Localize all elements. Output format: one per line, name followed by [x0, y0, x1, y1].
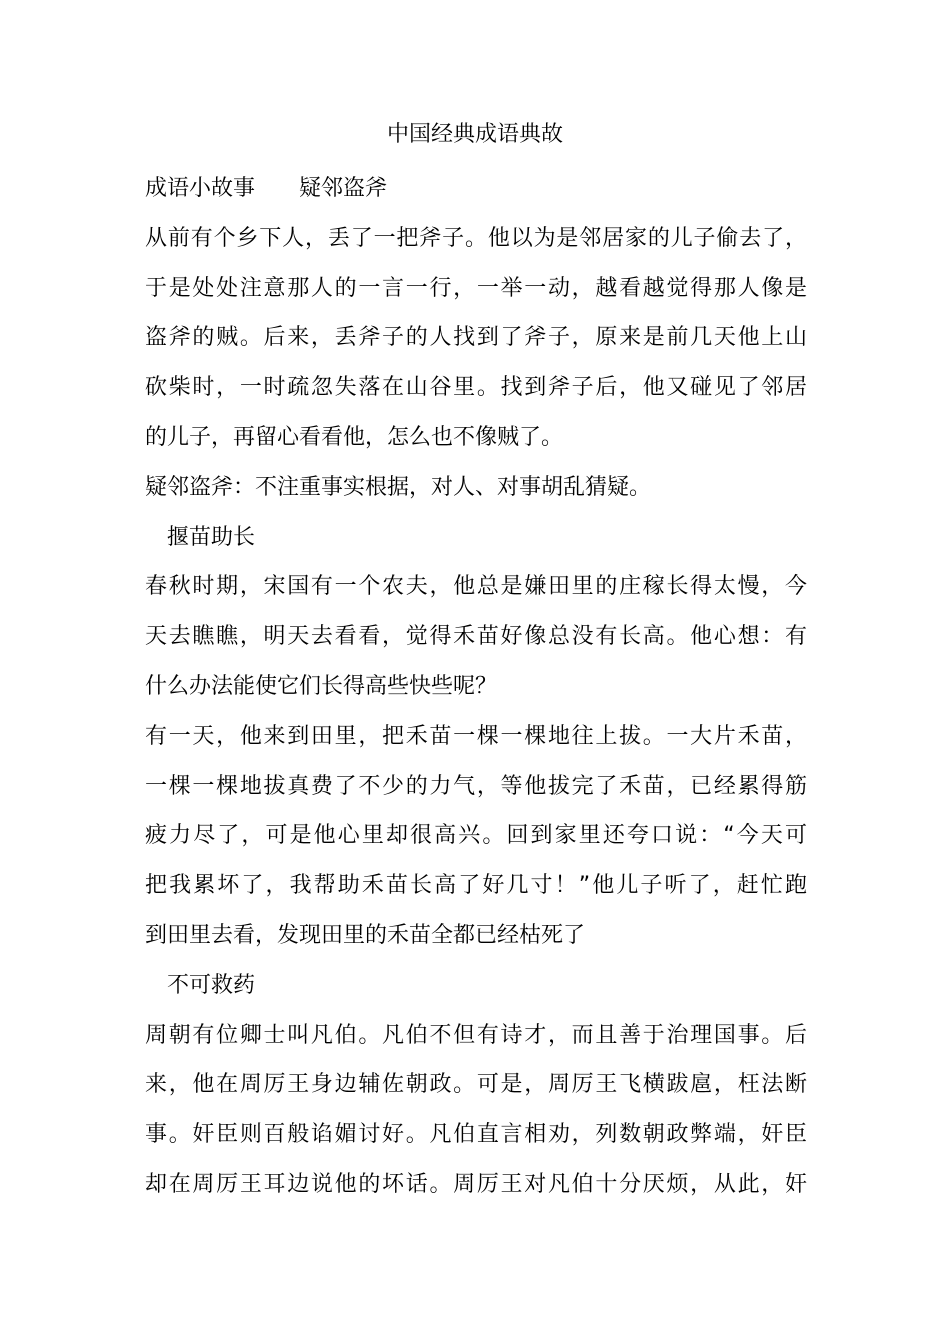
- section-heading: 成语小故事 疑邻盗斧: [145, 176, 388, 201]
- paragraph-line: 却在周厉王耳边说他的坏话。周厉王对凡伯十分厌烦，从此，奸: [145, 1171, 807, 1197]
- document-body: [145, 164, 807, 1210]
- paragraph-line: 砍柴时，一时疏忽失落在山谷里。找到斧子后，他又碰见了邻居: [145, 375, 807, 401]
- section-heading: 不可救药: [145, 972, 256, 998]
- section-heading: 揠苗助长: [145, 524, 256, 550]
- paragraph-line: 到田里去看，发现田里的禾苗全都已经枯死了: [145, 922, 586, 948]
- paragraph-line: 疲力尽了，可是他心里却很高兴。回到家里还夸口说：“今天可: [145, 823, 807, 849]
- paragraph-line: 天去瞧瞧，明天去看看，觉得禾苗好像总没有长高。他心想：有: [145, 624, 807, 650]
- paragraph-line: 一棵一棵地拔真费了不少的力气，等他拔完了禾苗，已经累得筋: [145, 773, 807, 799]
- paragraph-line: 盗斧的贼。后来，丢斧子的人找到了斧子，原来是前几天他上山: [145, 325, 807, 351]
- paragraph-line: 的儿子，再留心看看他，怎么也不像贼了。: [145, 424, 564, 450]
- paragraph-line: 从前有个乡下人，丢了一把斧子。他以为是邻居家的儿子偷去了，: [145, 225, 807, 251]
- paragraph-line: 有一天，他来到田里，把禾苗一棵一棵地往上拔。一大片禾苗，: [145, 723, 807, 749]
- paragraph-line: 周朝有位卿士叫凡伯。凡伯不但有诗才，而且善于治理国事。后: [145, 1022, 807, 1048]
- paragraph-line: 来，他在周厉王身边辅佐朝政。可是，周厉王飞横跋扈，枉法断: [145, 1072, 807, 1098]
- paragraph-line: 事。奸臣则百般谄媚讨好。凡伯直言相劝，列数朝政弊端，奸臣: [145, 1122, 807, 1148]
- page-title: 中国经典成语典故: [386, 122, 563, 147]
- paragraph-line: 什么办法能使它们长得高些快些呢？: [145, 673, 498, 699]
- paragraph-line: 疑邻盗斧：不注重事实根据，对人、对事胡乱猜疑。: [145, 474, 652, 500]
- paragraph-line: 春秋时期，宋国有一个农夫，他总是嫌田里的庄稼长得太慢，今: [145, 574, 807, 600]
- paragraph-line: 于是处处注意那人的一言一行，一举一动，越看越觉得那人像是: [145, 275, 807, 301]
- paragraph-line: 把我累坏了，我帮助禾苗长高了好几寸！”他儿子听了，赶忙跑: [145, 873, 807, 899]
